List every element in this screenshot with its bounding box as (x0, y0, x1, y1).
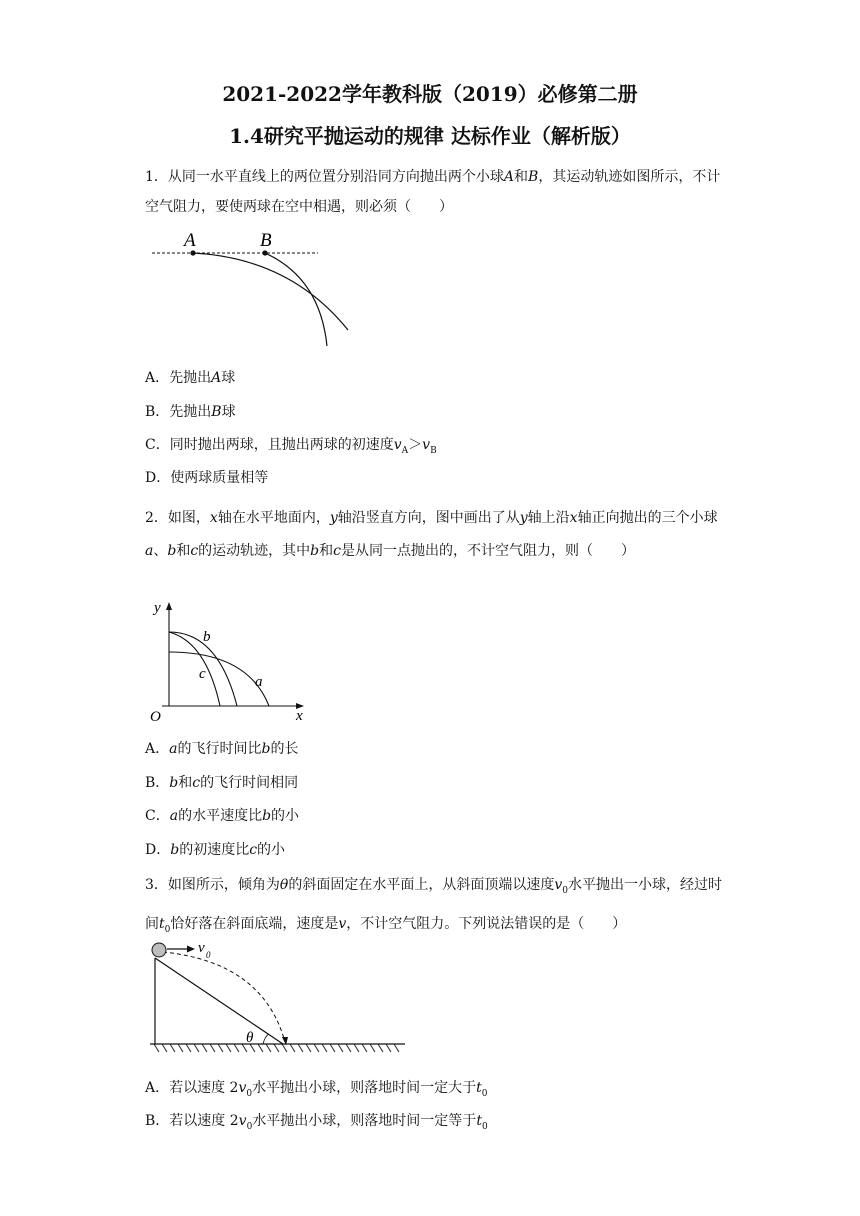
axis-label-y: y (154, 600, 161, 616)
question-3-figure (145, 938, 407, 1058)
curve-label-c: c (199, 666, 206, 682)
origin-label: O (150, 709, 161, 725)
q3-option-A[interactable]: A．若以速度 $2v_0$水平抛出小球，则落地时间一定大于$t_0$ (145, 1080, 488, 1099)
question-2-stem: 2．如图，x轴在水平地面内，y轴沿竖直方向，图中画出了从y轴上沿x轴正向抛出的三个小球a、b和c的运动轨迹，其中b和c是从同一点抛出的，不计空气阻力，则（ ） (145, 510, 718, 559)
q1-option-D[interactable]: D．使两球质量相等 (145, 470, 269, 486)
curve-label-b: b (203, 629, 211, 645)
question-1-figure (150, 228, 360, 353)
q1-option-C[interactable]: C．同时抛出两球，且抛出两球的初速度$v_A>v_B$ (145, 437, 437, 456)
q1-option-A[interactable]: A．先抛出A球 (145, 370, 236, 386)
q2-option-D[interactable]: D．b的初速度比c的小 (145, 842, 286, 858)
angle-theta-label: θ (246, 1030, 254, 1046)
v0-label: v (198, 940, 205, 956)
document-title-line2: 1.4研究平抛运动的规律 达标作业（解析版） (229, 124, 631, 148)
q1-option-B[interactable]: B．先抛出B球 (145, 404, 236, 420)
question-1-stem: 1．从同一水平直线上的两位置分别沿同方向抛出两个小球A和B，其运动轨迹如图所示，不计空气阻力，要使两球在空中相遇，则必须（ ） (145, 169, 721, 215)
figure-label-A: A (184, 230, 196, 251)
document-title-line1: 2021-2022学年教科版（2019）必修第二册 (222, 82, 638, 106)
question-2-figure (148, 600, 313, 725)
curve-label-a: a (255, 674, 263, 690)
v0-subscript: 0 (206, 950, 211, 960)
question-3-stem: 3．如图所示，倾角为θ的斜面固定在水平面上，从斜面顶端以速度$v_0$水平抛出一小球，经过时间$t_0$恰好落在斜面底端，速度是v，不计空气阻力。下列说法错误的是（ ） (145, 877, 723, 935)
q2-option-B[interactable]: B．b和c的飞行时间相同 (145, 775, 299, 791)
ground-hatching (154, 1044, 399, 1052)
figure-label-B: B (260, 230, 272, 251)
axis-label-x: x (296, 708, 303, 724)
q3-option-B[interactable]: B．若以速度 $2v_0$水平抛出小球，则落地时间一定等于$t_0$ (145, 1113, 488, 1132)
q2-option-C[interactable]: C．a的水平速度比b的小 (145, 808, 300, 824)
q2-option-A[interactable]: A．a的飞行时间比b的长 (145, 741, 299, 757)
